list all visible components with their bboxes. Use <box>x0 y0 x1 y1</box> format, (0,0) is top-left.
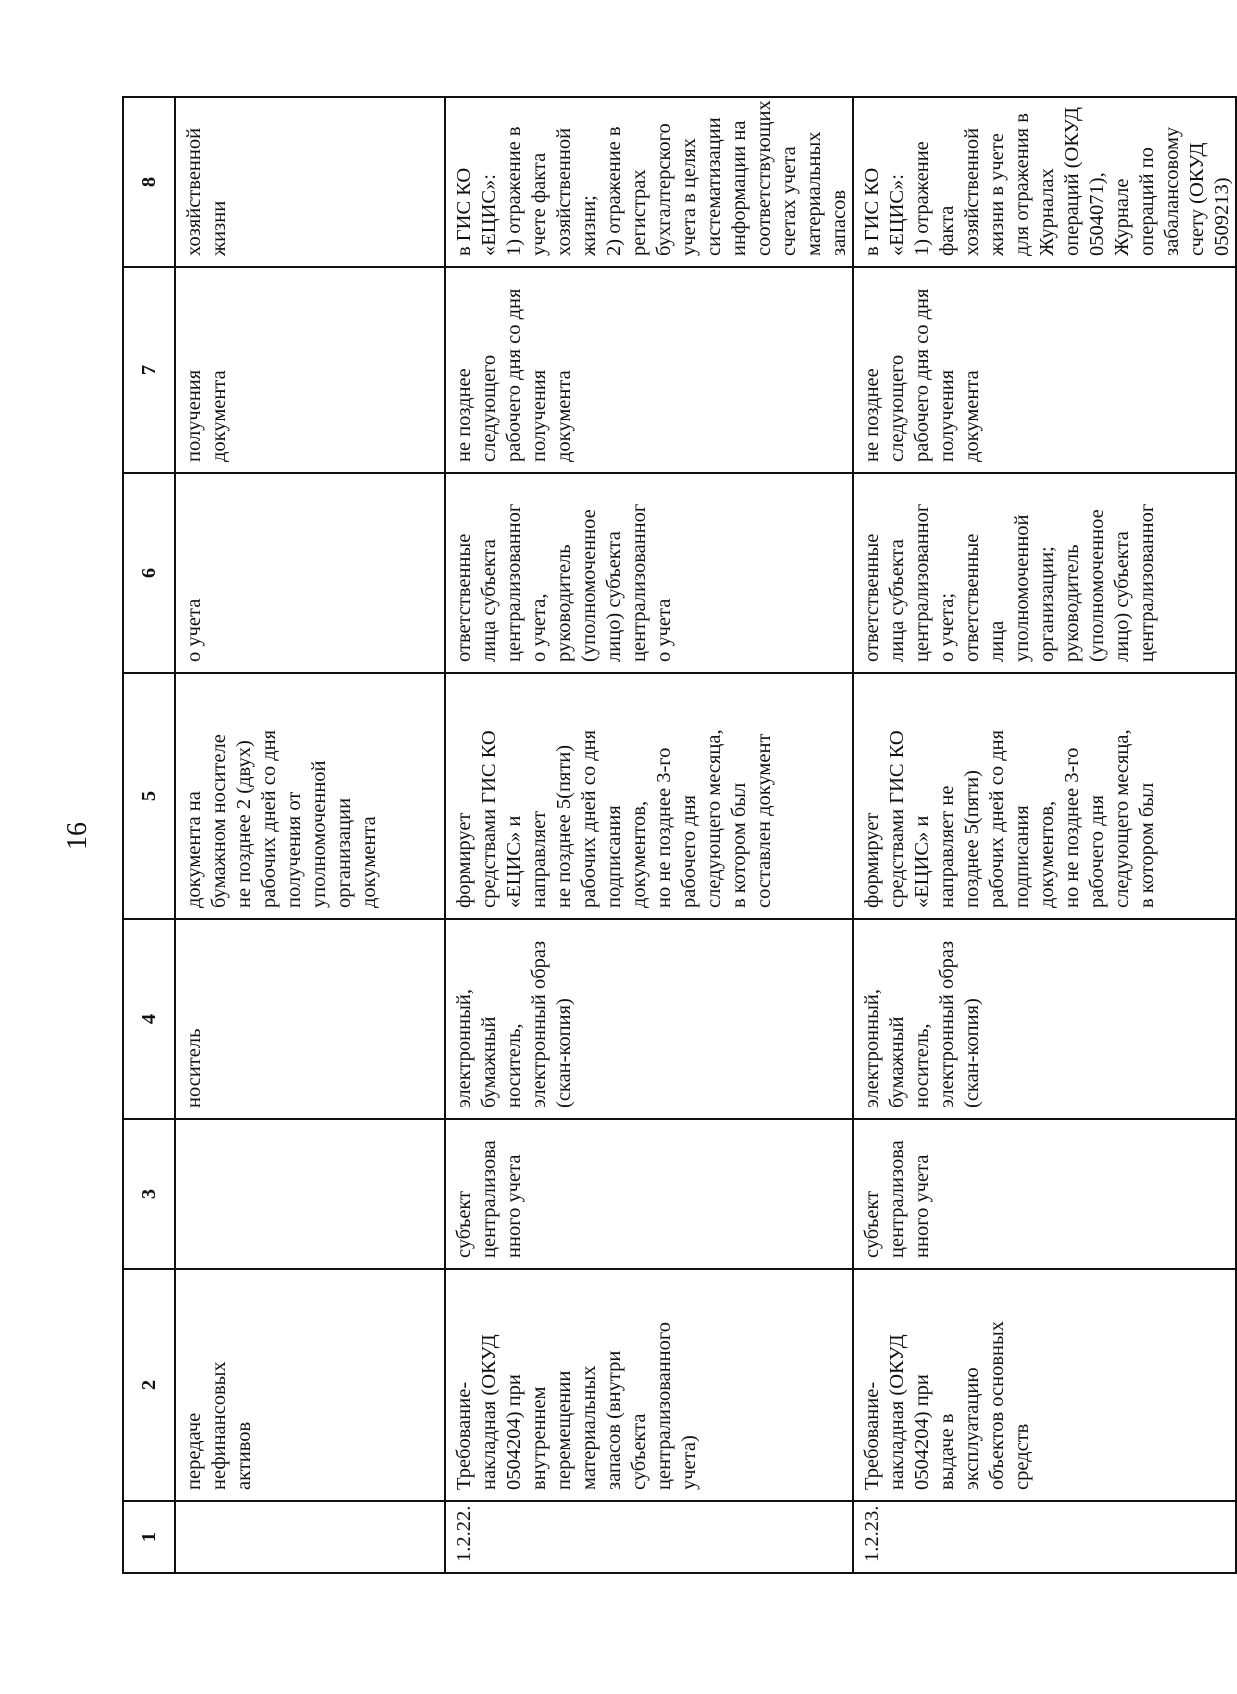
page-number: 16 <box>62 822 93 850</box>
result-cell: в ГИС КО «ЕЦИС»: 1) отражение факта хозяйственной жизни в учете для отражения в Журналах операций (ОКУД 0504071), Журнале операций по забалансовому счету (ОКУД 0509213) <box>853 97 1236 267</box>
processing-term-cell: получения документа <box>175 267 445 473</box>
deadline-cell: формирует средствами ГИС КО «ЕЦИС» и направляет не позднее 5(пяти) рабочих дней со дня подписания документов, но не позднее 3-го рабочего дня следующего месяца, в котором был <box>853 673 1236 919</box>
row-number-cell: 1.2.22. <box>445 1501 853 1573</box>
carrier-cell: электронный, бумажный носитель, электронный образ (скан-копия) <box>445 919 853 1119</box>
document-name-cell: Требование- накладная (ОКУД 0504204) при внутреннем перемещении материальных запасов (внутри субъекта централизованного учета) <box>445 1269 853 1501</box>
responsible-cell: субъект централизова нного учета <box>445 1119 853 1269</box>
column-header: 3 <box>123 1119 175 1269</box>
table-header-row <box>123 97 175 1573</box>
deadline-cell: формирует средствами ГИС КО «ЕЦИС» и направляет не позднее 5(пяти) рабочих дней со дня подписания документов, но не позднее 3-го рабочего дня следующего месяца, в котором был составлен документ <box>445 673 853 919</box>
column-header: 6 <box>123 473 175 673</box>
recipient-cell: о учета <box>175 473 445 673</box>
document-table <box>122 96 1237 1574</box>
processing-term-cell: не позднее следующего рабочего дня со дня получения документа <box>853 267 1236 473</box>
row-number-cell <box>175 1501 445 1573</box>
column-header: 7 <box>123 267 175 473</box>
result-cell: в ГИС КО «ЕЦИС»: 1) отражение в учете факта хозяйственной жизни; 2) отражение в регистрах бухгалтерского учета в целях систематизации информации на соответствующих счетах учета материальных запасов <box>445 97 853 267</box>
deadline-cell: документа на бумажном носителе не позднее 2 (двух) рабочих дней со дня получения от уполномоченной организации документа <box>175 673 445 919</box>
document-name-cell: передаче нефинансовых активов <box>175 1269 445 1501</box>
column-header: 5 <box>123 673 175 919</box>
column-header: 8 <box>123 97 175 267</box>
table-row <box>175 97 445 1573</box>
recipient-cell: ответственные лица субъекта централизованног о учета; ответственные лица уполномоченной организации; руководитель (уполномоченное лицо) субъекта централизованног <box>853 473 1236 673</box>
table-row <box>445 97 853 1573</box>
column-header: 1 <box>123 1501 175 1573</box>
processing-term-cell: не позднее следующего рабочего дня со дня получения документа <box>445 267 853 473</box>
responsible-cell <box>175 1119 445 1269</box>
column-header: 4 <box>123 919 175 1119</box>
result-cell: хозяйственной жизни <box>175 97 445 267</box>
recipient-cell: ответственные лица субъекта централизованног о учета, руководитель (уполномоченное лицо) субъекта централизованног о учета <box>445 473 853 673</box>
table-row <box>853 97 1236 1573</box>
document-name-cell: Требование- накладная (ОКУД 0504204) при выдаче в эксплуатацию объектов основных средств <box>853 1269 1236 1501</box>
table-container <box>122 98 1233 1574</box>
carrier-cell: носитель <box>175 919 445 1119</box>
row-number-cell: 1.2.23. <box>853 1501 1236 1573</box>
column-header: 2 <box>123 1269 175 1501</box>
carrier-cell: электронный, бумажный носитель, электронный образ (скан-копия) <box>853 919 1236 1119</box>
responsible-cell: субъект централизова нного учета <box>853 1119 1236 1269</box>
